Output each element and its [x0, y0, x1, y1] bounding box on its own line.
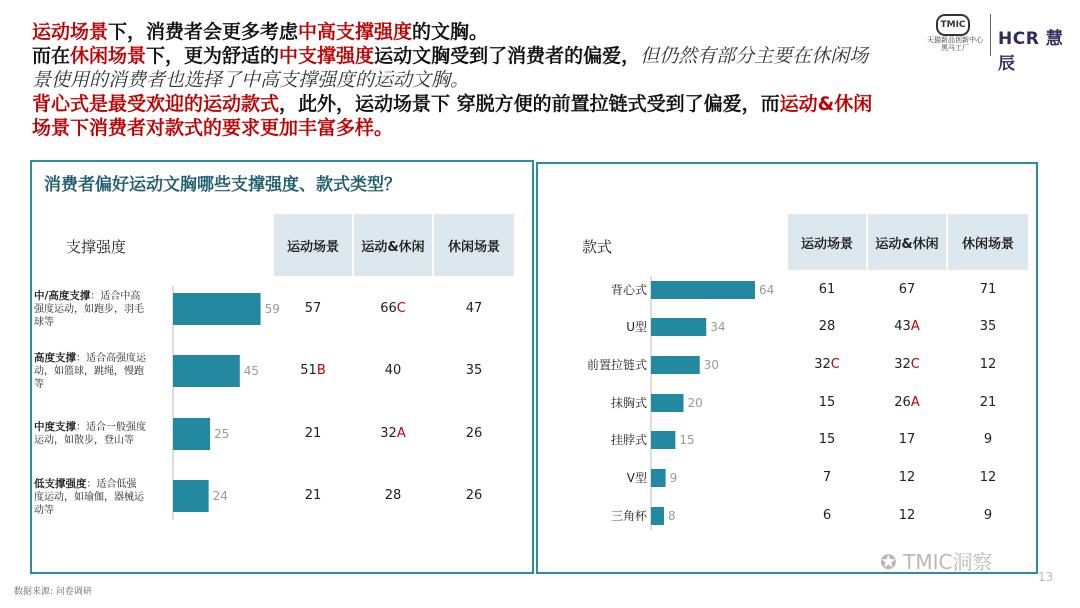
chart-data-label: 15 [679, 433, 695, 447]
significance-marker: A [396, 426, 406, 441]
significance-marker: A [910, 319, 920, 334]
cell-value: 32 [814, 357, 831, 372]
row-label-desc: 球等 [34, 317, 54, 328]
header-segment: 的文胸。 [412, 21, 489, 43]
cell-value: 61 [818, 282, 836, 297]
row-label-desc: ：适合低强 [86, 479, 137, 490]
row-label-desc: 动，如篮球，跳绳，慢跑 [34, 366, 144, 377]
data-source: 数据来源: 问卷调研 [14, 587, 92, 597]
chart-bar [173, 480, 209, 512]
header-segment: 运动&休闲 [779, 93, 873, 115]
header-segment: ，此外，运动场景下 穿脱方便的前置拉链式受到了偏爱，而 [279, 93, 780, 115]
row-label-desc: ：适合中高 [90, 291, 141, 302]
header-segment: 场景下消费者对款式的要求更加丰富多样。 [32, 117, 394, 139]
cell-value: 9 [983, 508, 993, 523]
chart-data-label: 45 [243, 364, 260, 378]
header-segment: 中高支撑强度 [298, 21, 413, 43]
chart-bar [651, 394, 684, 412]
chart-data-label: 20 [687, 396, 703, 410]
cell-value: 15 [818, 432, 836, 447]
cell-value: 12 [979, 357, 997, 372]
row-label-desc: 动等 [34, 505, 54, 516]
chart-bar [173, 293, 261, 325]
cell-value: 21 [304, 488, 322, 503]
row-label-desc: 等 [34, 379, 44, 390]
chart-bar [651, 469, 666, 487]
watermark [880, 546, 992, 575]
header-segment: 下，更为舒适的 [146, 45, 280, 67]
cell-value: 35 [465, 363, 483, 378]
chart-category-label: V型 [626, 471, 647, 485]
left-col-header-sport: 运动场景 [274, 214, 352, 276]
panel-title: 消费者偏好运动文胸哪些支撑强度、款式类型？ [44, 175, 401, 195]
header-segment: 而在 [32, 45, 71, 67]
row-label-bold: 低支撑强度 [34, 478, 87, 490]
chart-bar [651, 281, 755, 299]
row-label-bold: 中度支撑 [34, 421, 76, 433]
chart-data-label: 24 [212, 489, 228, 503]
cell-value: 40 [384, 363, 402, 378]
significance-marker: C [830, 357, 840, 372]
left-col-header-leisure: 休闲场景 [434, 214, 514, 276]
cell-value: 28 [384, 488, 402, 503]
cell-value: 71 [979, 282, 997, 297]
chart-category-label: U型 [626, 320, 647, 334]
watermark-text: TMIC洞察 [903, 550, 993, 574]
header-segment: 景使用的消费者也选择了中高支撑强度的运动文胸。 [32, 69, 470, 91]
cell-value: 17 [898, 432, 916, 447]
chart-data-label: 30 [703, 358, 720, 372]
row-label-bold: 中/高度支撑 [34, 290, 91, 302]
row-label-bold: 高度支撑 [34, 352, 76, 364]
tmic-logo-sub-2: 黑马工厂 [941, 44, 969, 52]
cell-value: 21 [979, 395, 997, 410]
chart-bar [651, 356, 700, 374]
chart-category-label: 抹胸式 [610, 396, 647, 410]
chart-category-label: 挂脖式 [610, 433, 647, 447]
cell-value: 43 [894, 319, 911, 334]
chart-category-label: 前置拉链式 [586, 358, 647, 372]
significance-marker: C [396, 301, 406, 316]
header-segment: 中支撑强度 [279, 45, 375, 67]
chart-bar [173, 418, 210, 450]
chart-bar [651, 507, 664, 525]
tmic-logo-mark: TMIC [936, 14, 970, 36]
cell-value: 26 [465, 426, 483, 441]
chart-bar [651, 318, 706, 336]
chart-data-label: 59 [264, 302, 280, 316]
row-label-desc: ：适合高强度运 [76, 353, 146, 364]
header-segment: 背心式是最受欢迎的运动款式 [32, 93, 280, 115]
chart-bar [651, 431, 675, 449]
cell-value: 32 [894, 357, 911, 372]
cell-value: 35 [979, 319, 997, 334]
cell-value: 66 [380, 301, 397, 316]
row-label-desc: 强度运动，如跑步，羽毛 [34, 304, 144, 315]
chart-data-label: 25 [214, 427, 230, 441]
cell-value: 6 [822, 508, 832, 523]
left-col-header-sport-leisure: 运动&休闲 [354, 214, 432, 276]
significance-marker: B [316, 363, 326, 378]
support-section-label: 支撑强度 [66, 238, 127, 256]
tmic-logo-sub-1: 天猫新品创新中心 [927, 36, 983, 44]
cell-value: 21 [304, 426, 322, 441]
cell-value: 12 [898, 508, 916, 523]
cell-value: 26 [465, 488, 483, 503]
cell-value: 7 [822, 470, 832, 485]
significance-marker: A [910, 395, 920, 410]
chart-data-label: 64 [759, 283, 775, 297]
row-label-desc: 度运动，如瑜伽，器械运 [34, 492, 144, 503]
chart-data-label: 34 [710, 320, 726, 334]
right-col-header-sport-leisure: 运动&休闲 [868, 214, 946, 270]
cell-value: 26 [894, 395, 911, 410]
cell-value: 67 [898, 282, 916, 297]
cell-value: 57 [304, 301, 322, 316]
cell-value: 12 [979, 470, 997, 485]
cell-value: 51 [300, 363, 317, 378]
significance-marker: C [910, 357, 920, 372]
chart-category-label: 背心式 [610, 283, 647, 297]
right-col-header-sport: 运动场景 [788, 214, 866, 270]
cell-value: 47 [465, 301, 483, 316]
cell-value: 28 [818, 319, 836, 334]
header-segment: 下，消费者会更多考虑 [108, 21, 299, 43]
cell-value: 12 [898, 470, 916, 485]
header-segment: 但仍然有部分主要在休闲场 [640, 45, 869, 67]
page-number: 13 [1038, 570, 1054, 584]
style-section-label: 款式 [582, 238, 613, 256]
cell-value: 15 [818, 395, 836, 410]
hcr-logo: HCR 慧辰 [998, 29, 1064, 74]
wechat-icon: ✪ [880, 550, 904, 574]
header-segment: 休闲场景 [70, 45, 147, 67]
cell-value: 9 [983, 432, 993, 447]
right-col-header-leisure: 休闲场景 [948, 214, 1028, 270]
header-segment: 运动场景 [32, 21, 109, 43]
row-label-desc: 运动，如散步，登山等 [34, 435, 134, 446]
chart-category-label: 三角杯 [610, 509, 647, 523]
chart-bar [173, 355, 240, 387]
chart-data-label: 8 [668, 509, 676, 523]
cell-value: 32 [380, 426, 397, 441]
header-segment: 运动文胸受到了消费者的偏爱， [374, 45, 641, 67]
row-label-desc: ：适合一般强度 [76, 422, 146, 433]
chart-data-label: 9 [669, 471, 678, 485]
